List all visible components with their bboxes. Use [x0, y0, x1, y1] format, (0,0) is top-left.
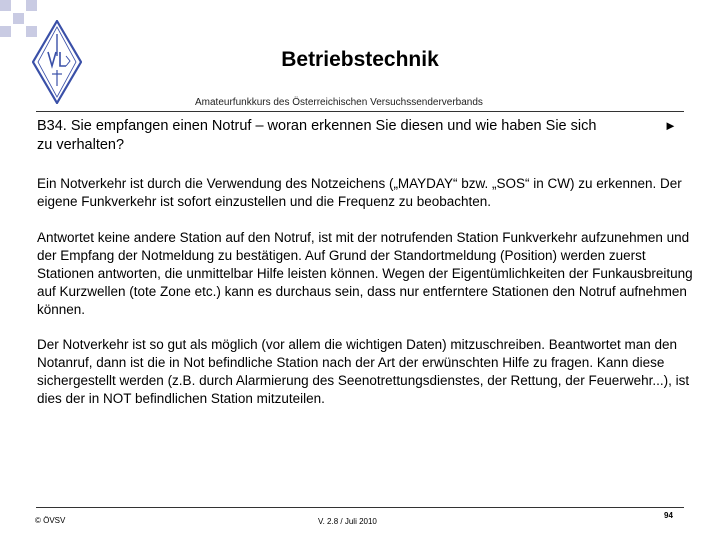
answer-paragraph-2: Antwortet keine andere Station auf den Notruf, ist mit der notrufenden Station Funkverkehr aufzunehmen und der Empfang der Notmeldung zu bestätigen. Auf Grund der Standortmeldung (Position) werden zuerst Stationen antworten, die unmittelbar Hilfe leisten können. Wegen der Eigentümlichkeiten der Funkausbreitung auf Kurzwellen (tote Zone etc.) kann es durchaus sein, dass nur entferntere Stationen den Notruf aufnehmen können.	[37, 230, 693, 317]
question-heading: B34. Sie empfangen einen Notruf – woran erkennen Sie diesen und wie haben Sie sich zu verhalten?	[37, 118, 597, 153]
page-number: 94	[664, 511, 673, 520]
course-subtitle: Amateurfunkkurs des Österreichischen Versuchssenderverbands	[195, 97, 483, 108]
footer-divider	[36, 507, 684, 508]
answer-paragraph-3: Der Notverkehr ist so gut als möglich (vor allem die wichtigen Daten) mitzuschreiben. Beantwortet man den Notanruf, dann ist die in Not befindliche Station nach der Art der erwünschten Hilfe zu fragen. Kann diese sichergestellt werden (z.B. durch Alarmierung des Seenotrettungsdienstes, der Rettung, der Feuerwehr...), ist dies der in NOT befindlichen Station mitzuteilen.	[37, 337, 690, 406]
header-divider	[36, 111, 684, 112]
footer-copyright: © ÖVSV	[35, 516, 66, 525]
answer-paragraph-1: Ein Notverkehr ist durch die Verwendung des Notzeichens („MAYDAY“ bzw. „SOS“ in CW) zu erkennen. Der eigene Funkverkehr ist sofort einzustellen und die Frequenz zu beobachten.	[37, 176, 682, 209]
next-arrow-icon[interactable]: ►	[664, 118, 677, 133]
footer-version: V. 2.8 / Juli 2010	[318, 517, 377, 526]
page-title: Betriebstechnik	[281, 48, 439, 71]
